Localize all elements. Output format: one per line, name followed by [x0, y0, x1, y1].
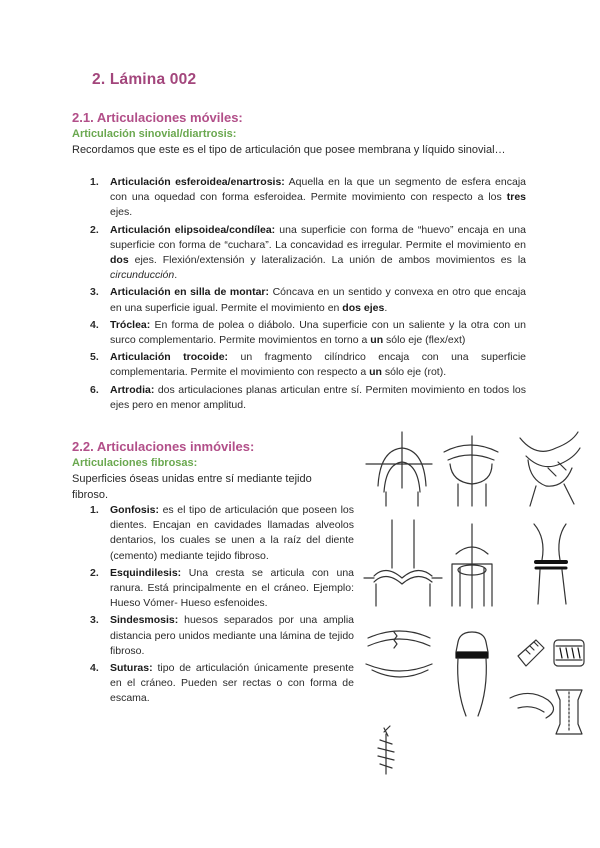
item-number: 4. [90, 318, 99, 331]
item-term: Suturas: [110, 662, 153, 675]
item-number: 3. [90, 614, 99, 627]
item-text: . [174, 269, 178, 282]
subtitle-sinovial: Articulación sinovial/diartrosis: [72, 128, 237, 140]
item-text: ejes. Flexión/extensión y lateralización. La unión de ambos movimientos es la [128, 254, 526, 267]
joint-drawing-syndesmosis [554, 640, 584, 734]
joint-drawing-trochoid [452, 524, 492, 608]
subtitle-fibrosas: Articulaciones fibrosas: [72, 457, 198, 469]
list-item [90, 613, 354, 659]
item-text: tipo de articulación únicamente presente en el cráneo. Pueden ser rectas o con forma de escama. [110, 662, 354, 705]
list-item [90, 566, 354, 612]
item-text: En forma de polea o diábolo. Una superficie con un saliente y la otra con un surco complementario. Permite movimientos en torno a [110, 318, 526, 347]
item-number: 6. [90, 383, 99, 396]
list-item [90, 350, 526, 380]
joint-drawing-gomphosis [456, 632, 488, 716]
page-title: 2. Lámina 002 [92, 71, 197, 88]
list-inmoviles [90, 503, 354, 709]
item-text: sólo eje (flex/ext) [383, 334, 466, 347]
item-number: 1. [90, 504, 99, 516]
item-term: Esquindilesis: [110, 566, 182, 579]
item-term: Sindesmosis: [110, 614, 179, 627]
intro-fibrosas: Superficies óseas unidas entre sí mediante tejido fibroso. [72, 473, 312, 501]
item-text: un fragmento cilíndrico encaja con una superficie complementaria. Permite el movimiento con respecto a [110, 351, 526, 379]
joint-drawing-suture [366, 631, 432, 677]
joint-drawing-spheroid [366, 432, 432, 506]
item-emphasis: un [370, 334, 384, 347]
joint-drawing-schindylesis [510, 640, 554, 718]
joint-drawing-arthrodia [534, 524, 566, 604]
list-item [90, 223, 526, 284]
item-emphasis: tres [506, 191, 526, 204]
intro-sinovial: Recordamos que este es el tipo de articulación que posee membrana y líquido sinovial… [72, 144, 506, 156]
item-term: Articulación trocoide: [110, 351, 229, 364]
item-text: ejes. [110, 206, 133, 219]
item-text: . [384, 301, 388, 314]
joint-drawing-trochlea [364, 520, 442, 606]
item-term: Gonfosis: [110, 504, 159, 516]
joint-drawing-skull-suture [378, 726, 394, 774]
joint-drawing-condyle [444, 436, 498, 506]
list-item [90, 285, 526, 315]
item-text: huesos separados por una amplia distancia pero unidos mediante una lámina de tejido fibroso. [110, 614, 354, 657]
item-text: Una cresta se articula con una ranura. Está principalmente en el cráneo. Ejemplo: Hueso Vómer- Hueso esfenoides. [110, 566, 354, 610]
item-text: es el tipo de articulación que poseen los dientes. Encajan en cavidades llamadas alveolos dentarios, los cuales se unen a la raíz del diente (cemento) mediante tejido fibroso. [110, 504, 354, 562]
item-emphasis: un [369, 366, 382, 379]
item-text: Aquella en la que un segmento de esfera encaja con una oquedad con forma esferoidea. Permite movimiento con respecto a los [110, 176, 526, 204]
item-term: Artrodia: [110, 383, 155, 396]
item-italic: circunducción [110, 269, 175, 282]
joint-illustrations [360, 428, 588, 778]
item-text: sólo eje (rot). [381, 366, 447, 379]
item-number: 5. [90, 351, 99, 364]
list-item [90, 503, 354, 564]
item-text: una superficie con forma de “huevo” encaja en una superficie con forma de “cuchara”. La concavidad es irregular. Permite el movimiento en [110, 223, 526, 251]
item-number: 4. [90, 662, 99, 675]
item-number: 1. [90, 176, 99, 188]
item-term: Tróclea: [110, 318, 151, 331]
joint-drawing-saddle [520, 432, 580, 506]
list-item [90, 175, 526, 221]
item-text: dos articulaciones planas articulan entre sí. Permiten movimiento en todos los ejes pero en menor amplitud. [110, 383, 526, 411]
item-term: Articulación esferoidea/enartrosis: [110, 176, 285, 188]
list-item [90, 318, 526, 348]
section-title-inmoviles: 2.2. Articulaciones inmóviles: [72, 439, 255, 454]
item-text: Cóncava en un sentido y convexa en otro que encaja en una superficie igual. Permite el movimiento en [110, 286, 526, 314]
section-title-moviles: 2.1. Articulaciones móviles: [72, 110, 243, 125]
list-item [90, 661, 354, 707]
item-number: 2. [90, 223, 99, 236]
list-item [90, 383, 526, 413]
item-emphasis: dos ejes [342, 301, 385, 314]
item-term: Articulación elipsoidea/condílea: [110, 223, 276, 236]
item-number: 2. [90, 566, 99, 579]
item-term: Articulación en silla de montar: [110, 286, 269, 299]
item-number: 3. [90, 286, 99, 299]
list-moviles [90, 175, 526, 415]
item-emphasis: dos [110, 254, 129, 267]
